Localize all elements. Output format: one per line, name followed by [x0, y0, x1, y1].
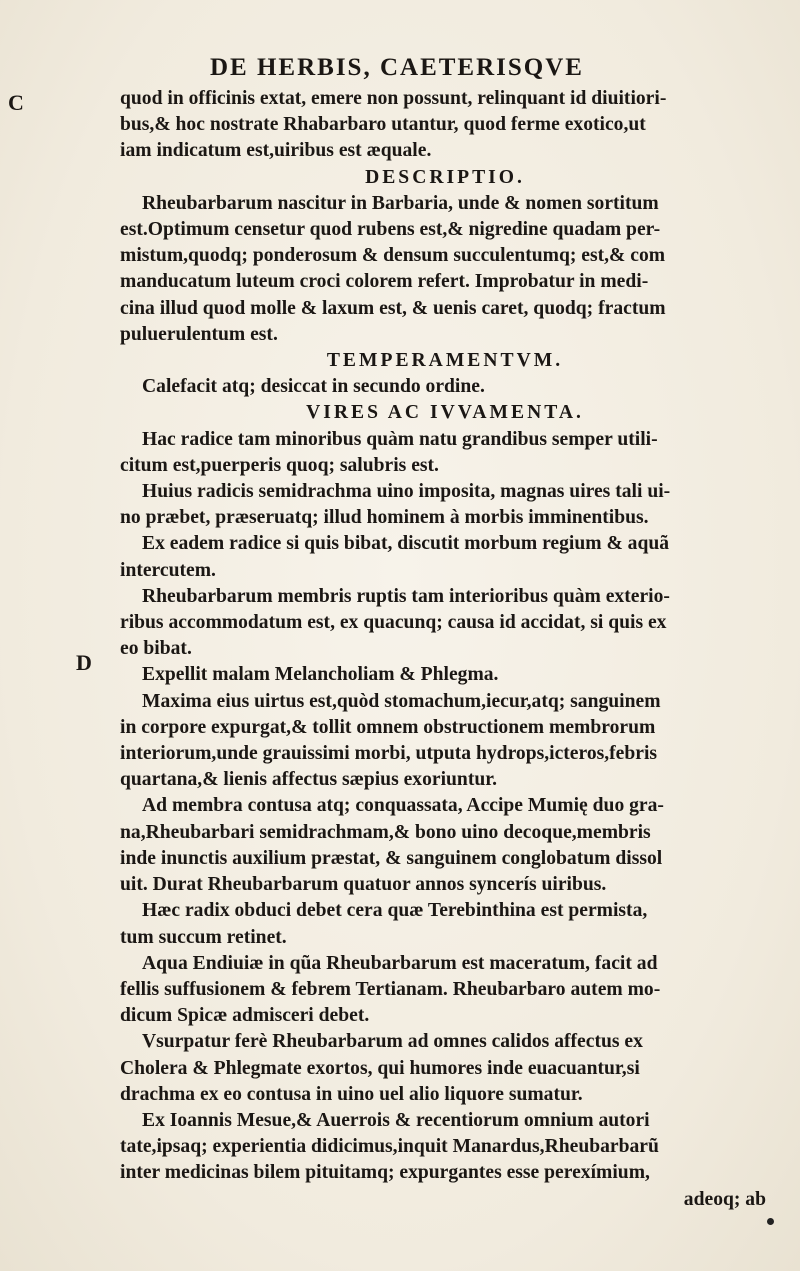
section-heading: TEMPERAMENTVM.: [326, 350, 564, 372]
text-line: interiorum,unde grauissimi morbi, utputa hydrops,icteros,febris: [120, 743, 658, 765]
text-line: cina illud quod molle & laxum est, & uenis caret, quodq; fractum: [120, 297, 666, 319]
text-line: Hac radice tam minoribus quàm natu grandibus semper utili-: [142, 428, 658, 450]
text-line: manducatum luteum croci colorem refert. Improbatur in medi-: [120, 271, 649, 293]
running-header: DE HERBIS, CAETERISQVE: [210, 54, 584, 81]
text-line: est.Optimum censetur quod rubens est,& nigredine quadam per-: [120, 219, 661, 241]
text-line: Ex eadem radice si quis bibat, discutit morbum regium & aquã: [142, 533, 670, 555]
text-line: mistum,quodq; ponderosum & densum succulentumq; est,& com: [120, 245, 666, 267]
body-text: [120, 86, 770, 1213]
text-line: Hæc radix obduci debet cera quæ Terebinthina est permista,: [142, 900, 648, 922]
text-line: Huius radicis semidrachma uino imposita, magnas uires tali ui-: [142, 481, 671, 503]
text-line: in corpore expurgat,& tollit omnem obstructionem membrorum: [120, 716, 656, 738]
text-line: inter medicinas bilem pituitamq; expurgantes esse perexímium,: [120, 1162, 650, 1184]
text-line: quartana,& lienis affectus sæpius exoriuntur.: [120, 769, 498, 791]
text-line: Maxima eius uirtus est,quòd stomachum,iecur,atq; sanguinem: [142, 690, 661, 712]
text-line: Expellit malam Melancholiam & Phlegma.: [142, 664, 499, 686]
text-line: puluerulentum est.: [120, 323, 278, 345]
text-line: tate,ipsaq; experientia didicimus,inquit Manardus,Rheubarbarũ: [120, 1136, 659, 1158]
margin-letter-d: D: [76, 650, 92, 675]
text-line: Cholera & Phlegmate exortos, qui humores inde euacuantur,si: [120, 1057, 640, 1079]
text-line: intercutem.: [120, 559, 216, 581]
text-line: Aqua Endiuiæ in qũa Rheubarbarum est maceratum, facit ad: [142, 952, 658, 974]
text-line: citum est,puerperis quoq; salubris est.: [120, 454, 439, 476]
text-line: iam indicatum est,uiribus est æquale.: [120, 140, 432, 162]
text-line: uit. Durat Rheubarbarum quatuor annos syncerís uiribus.: [120, 874, 607, 896]
text-line: no præbet, præseruatq; illud hominem à morbis imminentibus.: [120, 507, 649, 529]
text-line: Rheubarbarum nascitur in Barbaria, unde & nomen sortitum: [142, 192, 659, 214]
margin-letter-c: C: [8, 90, 24, 115]
text-line: na,Rheubarbari semidrachmam,& bono uino decoque,membris: [120, 821, 651, 843]
text-line: Ad membra contusa atq; conquassata, Accipe Mumię duo gra-: [142, 795, 664, 817]
text-line: Ex Ioannis Mesue,& Auerrois & recentiorum omnium autori: [142, 1109, 650, 1131]
text-line: Rheubarbarum membris ruptis tam interioribus quàm exterio-: [142, 585, 670, 607]
text-line: inde inunctis auxilium præstat, & sanguinem conglobatum dissol: [120, 847, 663, 869]
text-line: drachma ex eo contusa in uino uel alio liquore sumatur.: [120, 1083, 583, 1105]
text-line: bus,& hoc nostrate Rhabarbaro utantur, quod ferme exotico,ut: [120, 114, 646, 136]
text-line: Vsurpatur ferè Rheubarbarum ad omnes calidos affectus ex: [142, 1031, 643, 1053]
text-line: eo bibat.: [120, 638, 192, 660]
section-heading: VIRES AC IVVAMENTA.: [306, 402, 584, 424]
text-line: tum succum retinet.: [120, 926, 287, 948]
text-line: quod in officinis extat, emere non possunt, relinquant id diuitiori-: [120, 88, 667, 109]
text-line: ribus accommodatum est, ex quacunq; causa id accidat, si quis ex: [120, 612, 667, 634]
text-line: fellis suffusionem & febrem Tertianam. Rheubarbaro autem mo-: [120, 978, 661, 1000]
ornament-dot: [767, 1218, 774, 1225]
catchword: adeoq; ab: [683, 1188, 766, 1210]
section-heading: DESCRIPTIO.: [365, 166, 525, 188]
text-line: dicum Spicæ admisceri debet.: [120, 1005, 370, 1027]
text-line: Calefacit atq; desiccat in secundo ordine.: [142, 376, 485, 398]
